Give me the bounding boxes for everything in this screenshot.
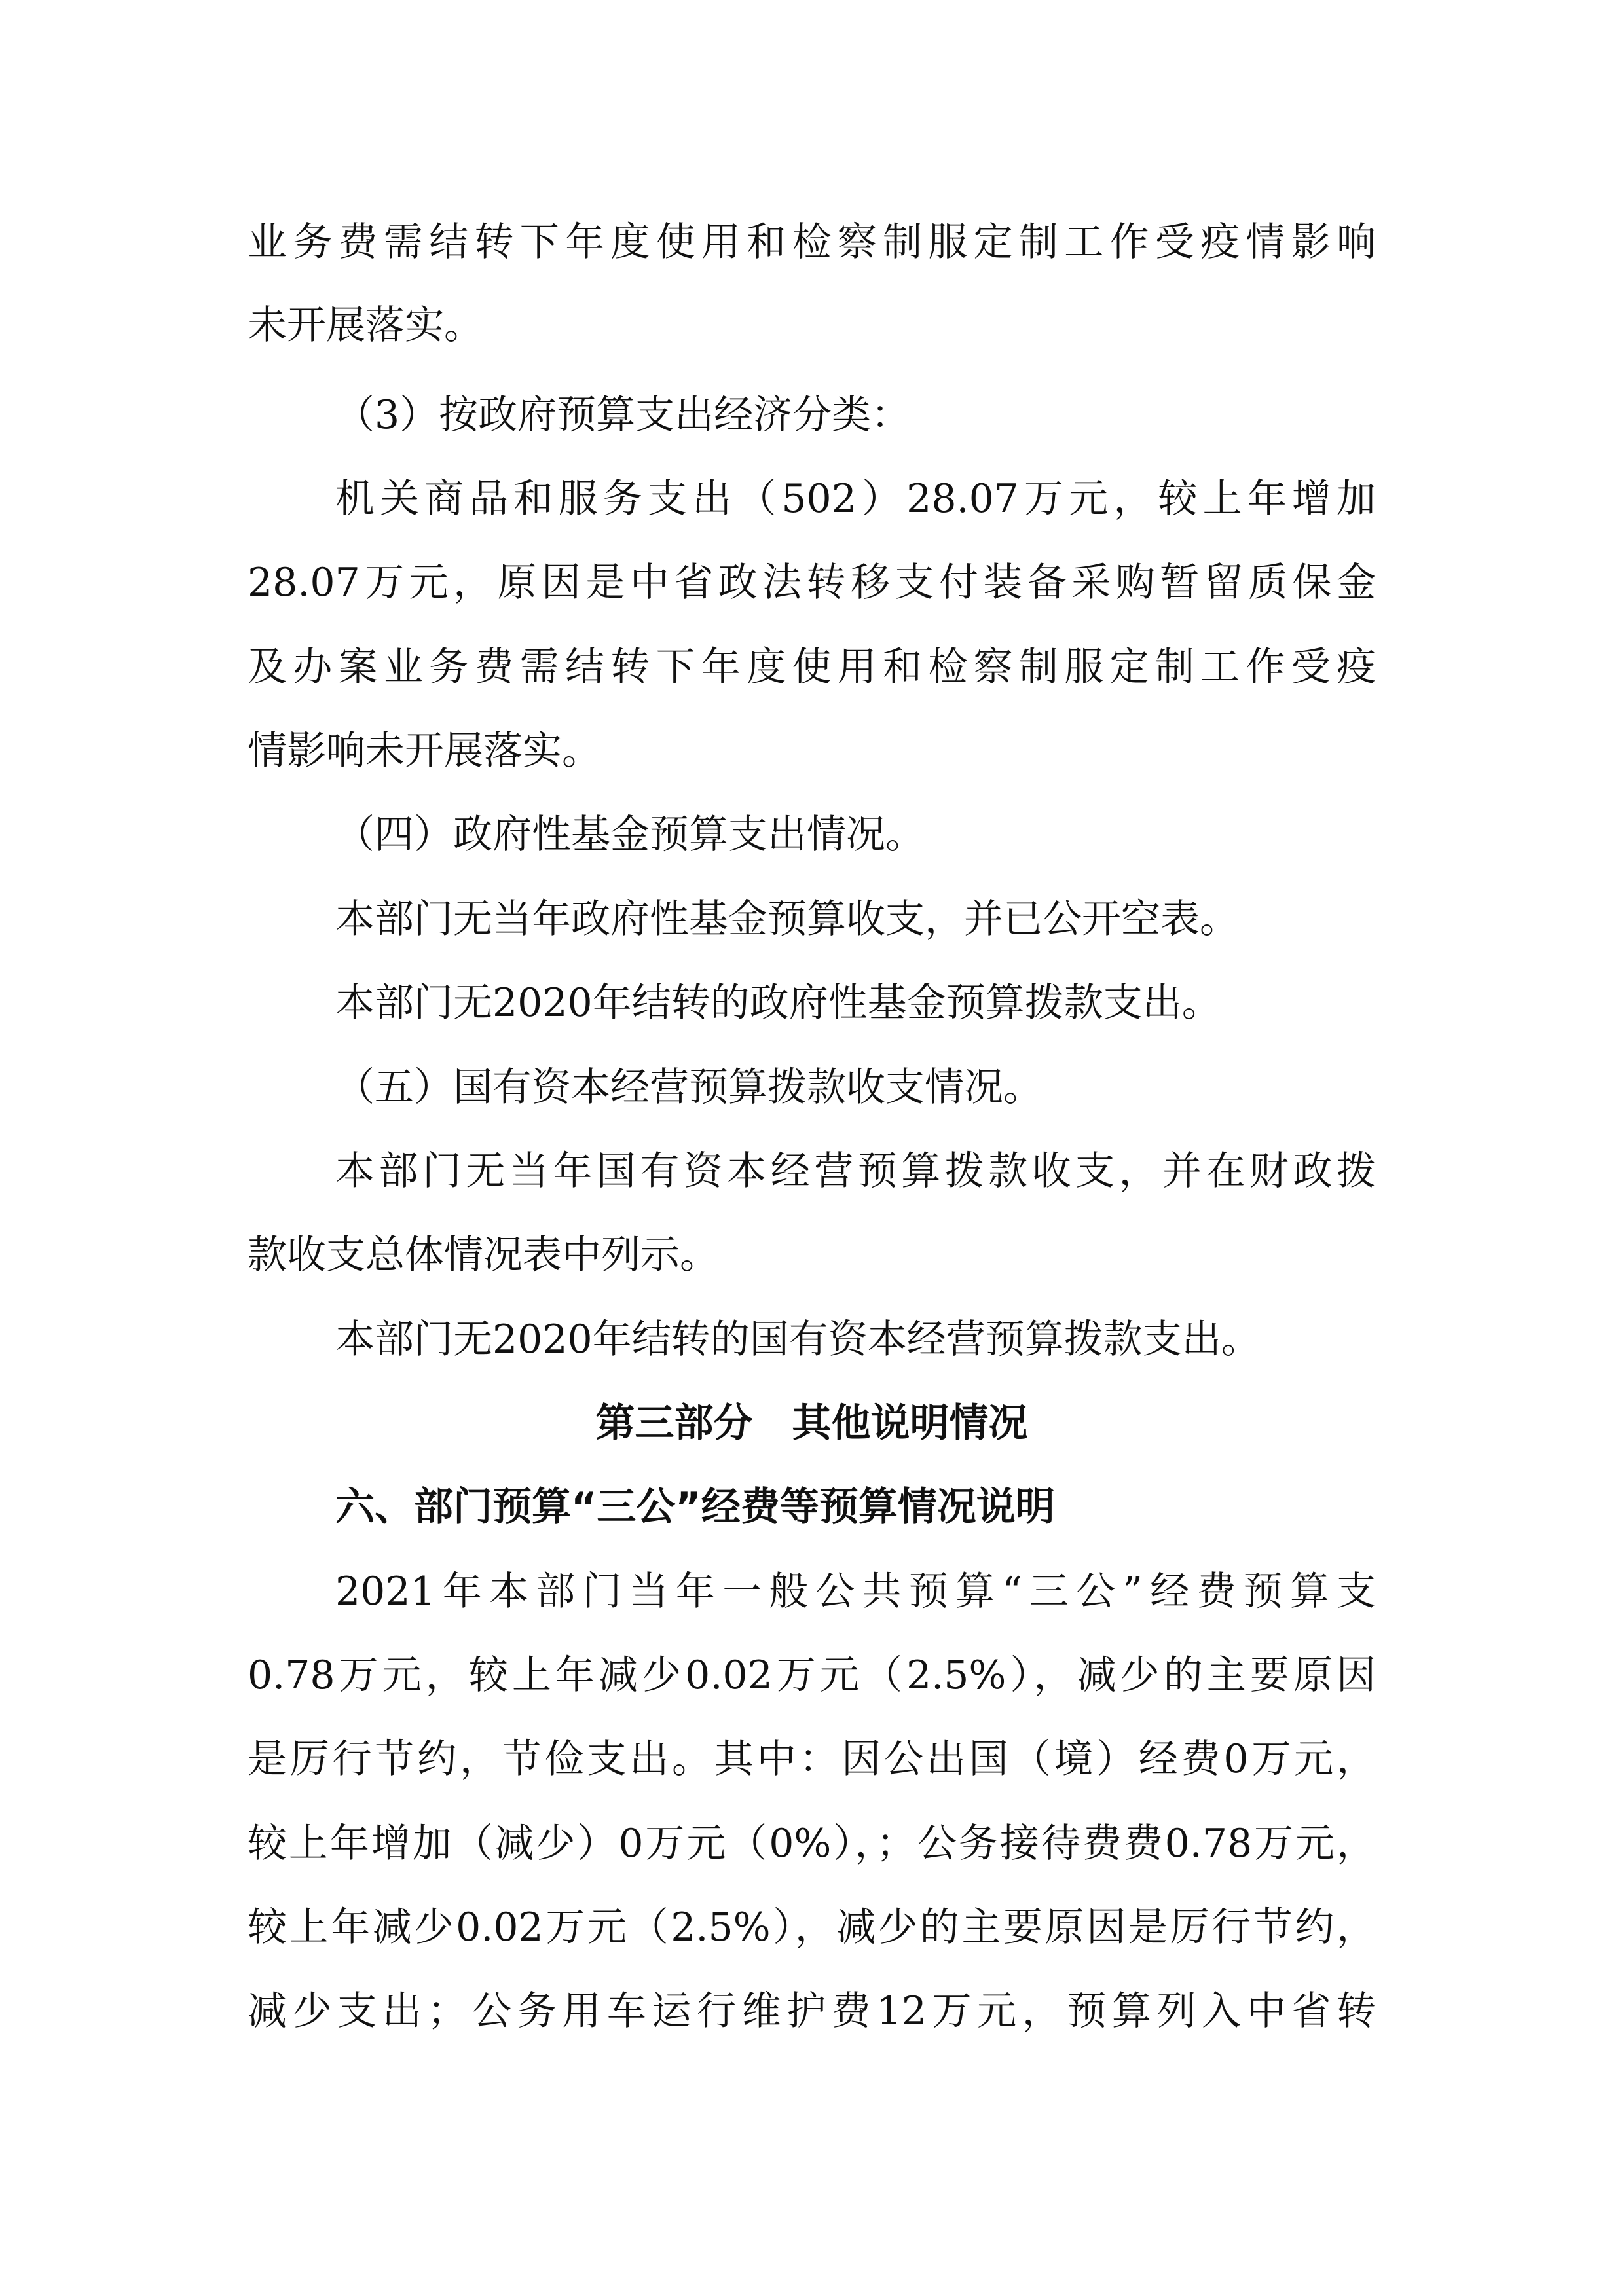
body-line-18: 0.78万元，较上年减少0.02万元（2.5%），减少的主要原因 xyxy=(248,1652,1376,1698)
body-line-4: 机关商品和服务支出（502）28.07万元，较上年增加 xyxy=(335,476,1376,522)
body-line-6: 及办案业务费需结转下年度使用和检察制服定制工作受疫 xyxy=(248,644,1376,690)
body-line-21: 较上年减少0.02万元（2.5%），减少的主要原因是厉行节约， xyxy=(248,1904,1376,1950)
body-line-7: 情影响未开展落实。 xyxy=(248,728,601,774)
body-line-10: 本部门无2020年结转的政府性基金预算拨款支出。 xyxy=(335,980,1221,1026)
body-line-2: 未开展落实。 xyxy=(248,302,483,348)
body-line-1: 业务费需结转下年度使用和检察制服定制工作受疫情影响 xyxy=(248,219,1376,265)
section-heading-3: （3）按政府预算支出经济分类： xyxy=(335,392,911,438)
section-heading-4: （四）政府性基金预算支出情况。 xyxy=(335,812,925,858)
body-line-9: 本部门无当年政府性基金预算收支，并已公开空表。 xyxy=(335,896,1239,942)
body-line-22: 减少支出；公务用车运行维护费12万元，预算列入中省转 xyxy=(248,1988,1376,2034)
body-line-19: 是厉行节约，节俭支出。其中：因公出国（境）经费0万元， xyxy=(248,1736,1376,1782)
body-line-5: 28.07万元，原因是中省政法转移支付装备采购暂留质保金 xyxy=(248,560,1376,606)
section-heading-6: 六、部门预算“三公”经费等预算情况说明 xyxy=(335,1484,1055,1530)
section-heading-5: （五）国有资本经营预算拨款收支情况。 xyxy=(335,1065,1043,1110)
body-line-20: 较上年增加（减少）0万元（0%），；公务接待费费0.78万元， xyxy=(248,1821,1376,1867)
body-line-12: 本部门无当年国有资本经营预算拨款收支，并在财政拨 xyxy=(335,1148,1376,1194)
body-line-14: 本部门无2020年结转的国有资本经营预算拨款支出。 xyxy=(335,1317,1261,1362)
body-line-17: 2021年本部门当年一般公共预算“三公”经费预算支 xyxy=(335,1569,1376,1614)
body-line-13: 款收支总体情况表中列示。 xyxy=(248,1232,719,1278)
part-title: 第三部分 其他说明情况 xyxy=(595,1400,1028,1446)
